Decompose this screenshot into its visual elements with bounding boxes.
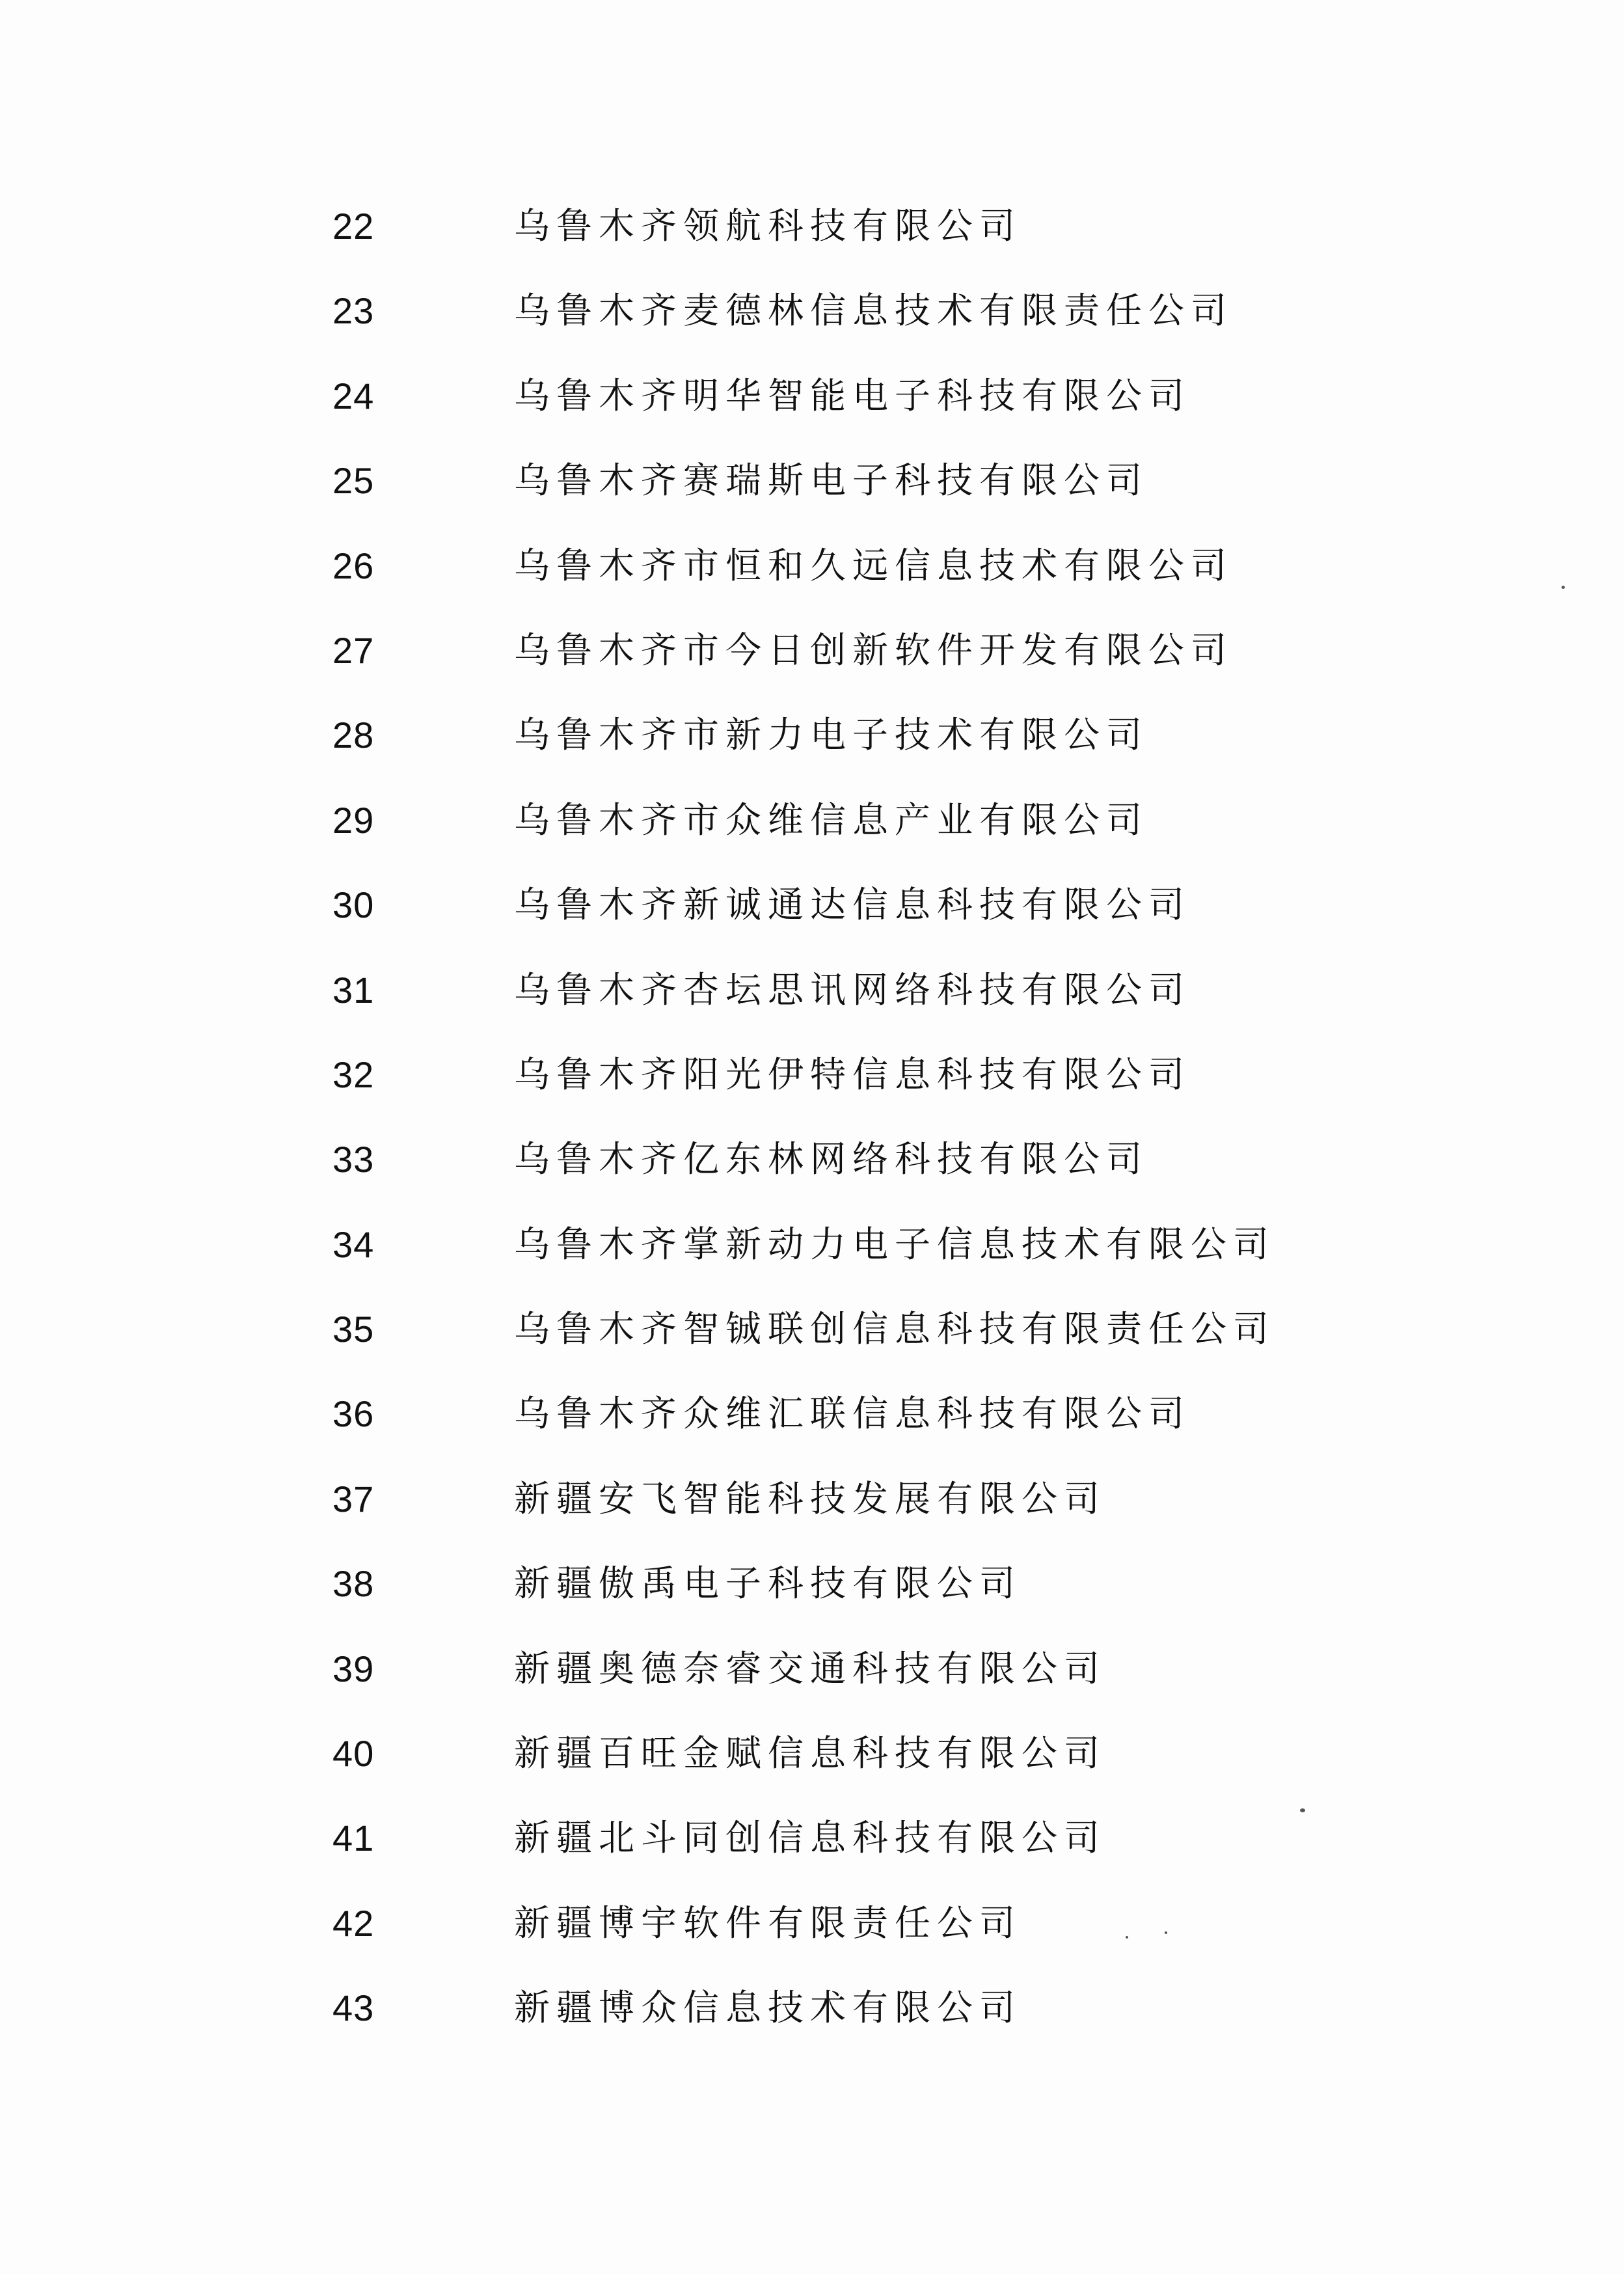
company-name: 乌鲁木齐赛瑞斯电子科技有限公司 bbox=[514, 459, 1149, 502]
company-name: 乌鲁木齐市新力电子技术有限公司 bbox=[514, 714, 1149, 756]
company-name: 新疆安飞智能科技发展有限公司 bbox=[514, 1477, 1107, 1519]
entry-number: 32 bbox=[332, 1054, 375, 1095]
entry-number: 26 bbox=[332, 545, 375, 586]
entry-number: 43 bbox=[332, 1987, 375, 2029]
list-item bbox=[0, 1631, 1624, 1716]
company-name: 乌鲁木齐市众维信息产业有限公司 bbox=[514, 798, 1149, 841]
scan-speck bbox=[1562, 586, 1565, 589]
entry-number: 30 bbox=[332, 884, 375, 926]
scan-speck bbox=[1165, 1931, 1167, 1934]
entry-number: 31 bbox=[332, 969, 375, 1011]
list-item bbox=[0, 273, 1624, 358]
list-item bbox=[0, 528, 1624, 613]
list-item bbox=[0, 867, 1624, 952]
company-name: 新疆百旺金赋信息科技有限公司 bbox=[514, 1732, 1107, 1775]
list-item bbox=[0, 1886, 1624, 1970]
company-name: 乌鲁木齐领航科技有限公司 bbox=[514, 205, 1022, 247]
entry-number: 28 bbox=[332, 715, 375, 756]
company-name: 新疆傲禹电子科技有限公司 bbox=[514, 1562, 1022, 1605]
list-item bbox=[0, 1037, 1624, 1122]
company-name: 乌鲁木齐掌新动力电子信息技术有限公司 bbox=[514, 1223, 1276, 1265]
entry-number: 24 bbox=[332, 375, 375, 416]
list-item bbox=[0, 1970, 1624, 2055]
entry-number: 33 bbox=[332, 1139, 375, 1180]
entry-number: 35 bbox=[332, 1309, 375, 1350]
list-item bbox=[0, 1122, 1624, 1206]
list-item bbox=[0, 698, 1624, 782]
list-item bbox=[0, 953, 1624, 1037]
entry-number: 38 bbox=[332, 1563, 375, 1605]
list-item bbox=[0, 1376, 1624, 1461]
entry-number: 39 bbox=[332, 1648, 375, 1689]
scan-speck bbox=[1126, 1936, 1128, 1939]
company-name: 乌鲁木齐市今日创新软件开发有限公司 bbox=[514, 629, 1234, 671]
list-item bbox=[0, 783, 1624, 867]
list-item bbox=[0, 1462, 1624, 1546]
entry-number: 40 bbox=[332, 1733, 375, 1775]
entry-number: 41 bbox=[332, 1818, 375, 1859]
company-name: 乌鲁木齐杏坛思讯网络科技有限公司 bbox=[514, 968, 1191, 1011]
company-name: 乌鲁木齐阳光伊特信息科技有限公司 bbox=[514, 1053, 1191, 1095]
company-name: 新疆奥德奈睿交通科技有限公司 bbox=[514, 1647, 1107, 1689]
company-name: 乌鲁木齐明华智能电子科技有限公司 bbox=[514, 374, 1191, 416]
company-name: 乌鲁木齐新诚通达信息科技有限公司 bbox=[514, 884, 1191, 926]
scan-speck bbox=[1300, 1808, 1305, 1812]
list-item bbox=[0, 443, 1624, 528]
entry-number: 37 bbox=[332, 1478, 375, 1519]
entry-number: 27 bbox=[332, 629, 375, 671]
entry-number: 29 bbox=[332, 799, 375, 841]
entry-number: 36 bbox=[332, 1393, 375, 1435]
list-item bbox=[0, 1716, 1624, 1801]
list-item bbox=[0, 189, 1624, 273]
list-item bbox=[0, 359, 1624, 443]
company-name: 乌鲁木齐麦德林信息技术有限责任公司 bbox=[514, 290, 1234, 332]
list-item bbox=[0, 1207, 1624, 1292]
entry-number: 25 bbox=[332, 460, 375, 502]
entry-number: 34 bbox=[332, 1223, 375, 1265]
company-name: 新疆博众信息技术有限公司 bbox=[514, 1987, 1022, 2029]
entry-number: 42 bbox=[332, 1902, 375, 1944]
company-name: 乌鲁木齐亿东林网络科技有限公司 bbox=[514, 1138, 1149, 1180]
list-item bbox=[0, 613, 1624, 698]
entry-number: 22 bbox=[332, 206, 375, 247]
list-item bbox=[0, 1292, 1624, 1376]
list-item bbox=[0, 1801, 1624, 1885]
company-name: 乌鲁木齐智铖联创信息科技有限责任公司 bbox=[514, 1308, 1276, 1350]
company-name: 新疆北斗同创信息科技有限公司 bbox=[514, 1817, 1107, 1859]
company-list bbox=[0, 189, 1624, 2056]
company-name: 新疆博宇软件有限责任公司 bbox=[514, 1901, 1022, 1944]
company-name: 乌鲁木齐众维汇联信息科技有限公司 bbox=[514, 1393, 1191, 1435]
entry-number: 23 bbox=[332, 290, 375, 332]
list-item bbox=[0, 1546, 1624, 1631]
company-name: 乌鲁木齐市恒和久远信息技术有限公司 bbox=[514, 544, 1234, 586]
